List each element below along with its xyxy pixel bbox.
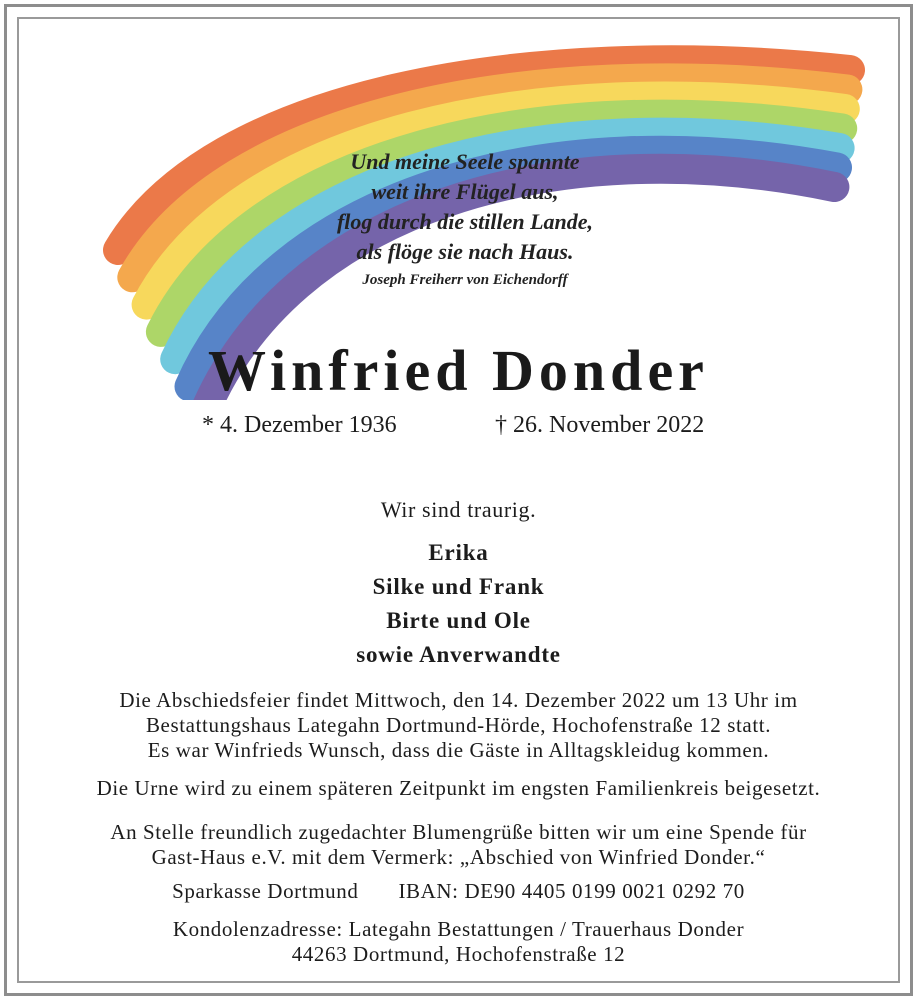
poem-line: Und meine Seele spannte — [350, 149, 580, 174]
donation-line: Gast-Haus e.V. mit dem Vermerk: „Abschied von Winfried Donder.“ — [151, 845, 766, 869]
family-member: Silke und Frank — [372, 574, 545, 599]
ceremony-info — [0, 688, 917, 763]
poem — [260, 147, 670, 291]
poem-line: als flöge sie nach Haus. — [356, 239, 574, 264]
address-line: 44263 Dortmund, Hochofenstraße 12 — [291, 942, 626, 966]
bank-details — [0, 879, 917, 904]
birth-date: * 4. Dezember 1936 — [202, 412, 397, 438]
death-date: † 26. November 2022 — [495, 412, 705, 438]
poem-line: weit ihre Flügel aus, — [371, 179, 559, 204]
family-member: Erika — [428, 540, 489, 565]
condolence-address — [0, 917, 917, 967]
mourning-line: Wir sind traurig. — [380, 497, 537, 522]
urn-info: Die Urne wird zu einem späteren Zeitpunkt im engsten Familienkreis beigesetzt. — [96, 776, 821, 800]
deceased-name: Winfried Donder — [208, 338, 709, 403]
ceremony-line: Bestattungshaus Lategahn Dortmund-Hörde, Hochofenstraße 12 statt. — [145, 713, 772, 737]
donation-line: An Stelle freundlich zugedachter Blumengrüße bitten wir um eine Spende für — [110, 820, 807, 844]
donation-info — [0, 820, 917, 870]
bank-iban: IBAN: DE90 4405 0199 0021 0292 70 — [398, 879, 745, 903]
family-list — [0, 536, 917, 672]
ceremony-line: Die Abschiedsfeier findet Mittwoch, den 14. Dezember 2022 um 13 Uhr im — [119, 688, 798, 712]
poem-author: Joseph Freiherr von Eichendorff — [362, 272, 568, 288]
poem-line: flog durch die stillen Lande, — [336, 209, 594, 234]
family-member: sowie Anverwandte — [356, 642, 561, 667]
family-member: Birte und Ole — [386, 608, 531, 633]
address-line: Kondolenzadresse: Lategahn Bestattungen / Trauerhaus Donder — [172, 917, 745, 941]
ceremony-line: Es war Winfrieds Wunsch, dass die Gäste in Alltagskleidug kommen. — [147, 738, 770, 762]
bank-name: Sparkasse Dortmund — [172, 879, 359, 903]
